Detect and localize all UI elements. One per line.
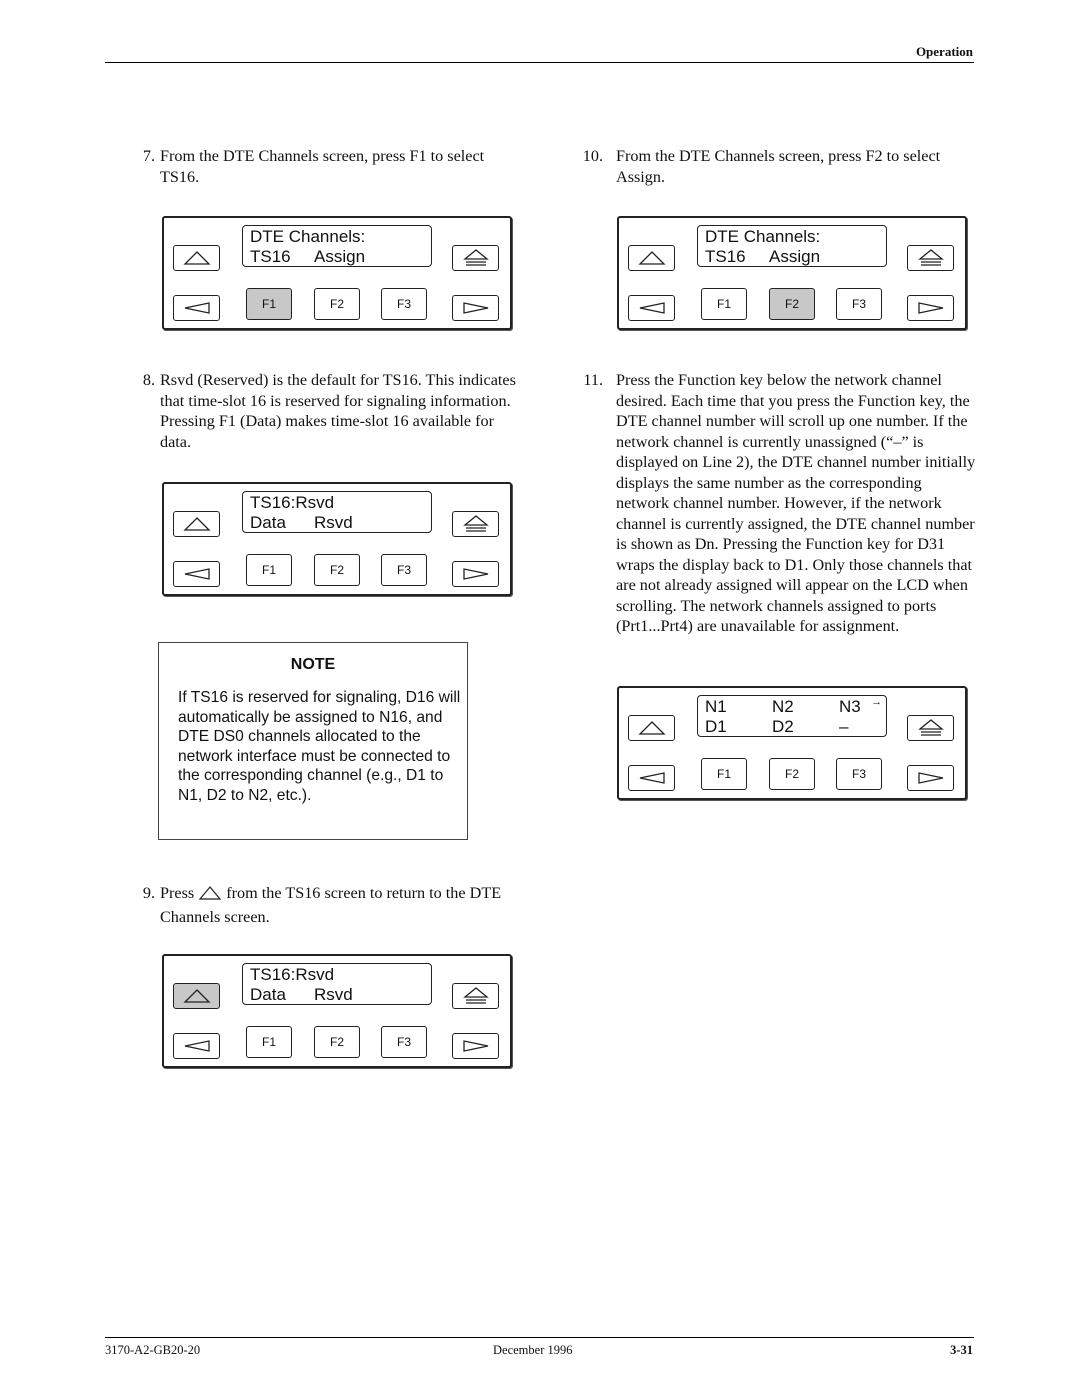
right-triangle-icon [916,301,946,315]
up-triangle-icon [638,250,666,266]
note-title: NOTE [290,656,336,673]
f1-button[interactable]: F1 [246,288,292,320]
up-arrow-key-icon [198,885,222,907]
lcd-line-2-right: Assign [769,246,821,266]
home-up-button[interactable] [907,245,954,271]
lcd-display [697,695,887,737]
left-arrow-button[interactable] [628,765,675,791]
step-number: 10. [582,147,603,165]
double-up-icon [462,514,490,534]
f3-button[interactable]: F3 [381,1026,427,1058]
left-arrow-button[interactable] [173,1033,220,1059]
step-number: 9. [142,884,155,902]
lcd-line-2-left: TS16 [250,246,291,266]
home-up-button[interactable] [452,245,499,271]
lcd-d1: D1 [705,716,727,736]
step-number: 8. [142,371,155,389]
f1-button[interactable]: F1 [701,288,747,320]
lcd-n3: N3 [839,697,861,716]
right-arrow-button[interactable] [452,561,499,587]
running-header: Operation [915,44,973,59]
up-triangle-icon [183,250,211,266]
lcd-n2: N2 [772,697,794,716]
control-panel-channels [617,686,967,800]
control-panel-ts16 [162,482,512,596]
up-triangle-icon [183,988,211,1004]
header-rule [105,62,974,63]
home-up-button[interactable] [452,983,499,1009]
lcd-line-2-right: Rsvd [314,512,353,532]
right-arrow-button[interactable] [452,295,499,321]
right-triangle-icon [461,301,491,315]
f2-button[interactable]: F2 [314,288,360,320]
left-arrow-button[interactable] [628,295,675,321]
step-text: Press the Function key below the network channel desired. Each time that you press the Function key, the DTE channel number will scroll up one number. If the network channel is currently unassigned (“–” is displayed on Line 2), the DTE channel number initially displays the same number as the corresponding network channel number. However, if the network channel is currently assigned, the DTE channel number is shown as Dn. Pressing the Function key for D31 wraps the display back to D1. Only those channels that are not already assigned will appear on the LCD when scrolling. The network channels assigned to ports (Prt1...Prt4) are unavailable for assignment. [616,371,976,635]
up-arrow-button[interactable] [173,511,220,537]
left-triangle-icon [637,771,667,785]
lcd-display [697,225,887,267]
right-triangle-icon [461,567,491,581]
lcd-line-2-right: Assign [314,246,366,266]
f3-button[interactable]: F3 [836,288,882,320]
lcd-n1: N1 [705,697,727,716]
lcd-line-2-right: Rsvd [314,984,353,1004]
f3-button[interactable]: F3 [381,554,427,586]
right-triangle-icon [916,771,946,785]
up-arrow-button[interactable] [628,245,675,271]
f3-button[interactable]: F3 [381,288,427,320]
home-up-button[interactable] [452,511,499,537]
note-box [158,642,468,840]
up-arrow-button[interactable] [628,715,675,741]
lcd-line-1: TS16:Rsvd [250,493,335,512]
lcd-display [242,225,432,267]
document-number: 3170-A2-GB20-20 [105,1343,201,1357]
f1-button[interactable]: F1 [701,758,747,790]
double-up-icon [917,718,945,738]
double-up-icon [462,248,490,268]
lcd-line-1: TS16:Rsvd [250,965,335,984]
footer-rule [105,1337,974,1338]
lcd-display [242,963,432,1005]
double-up-icon [462,986,490,1006]
up-triangle-icon [638,720,666,736]
double-up-icon [917,248,945,268]
page-number: 3-31 [950,1343,973,1357]
right-arrow-button[interactable] [907,765,954,791]
up-arrow-button[interactable] [173,245,220,271]
lcd-unassigned: – [839,716,849,736]
step-text-post: from the TS16 screen to return to the DTE Channels screen. [160,884,502,926]
step-text: Rsvd (Reserved) is the default for TS16. This indicates that time-slot 16 is reserved for signaling information. Pressing F1 (Data) makes time-slot 16 available for data. [160,371,516,451]
control-panel-ts16-up [162,954,512,1068]
lcd-line-1: DTE Channels: [705,227,821,246]
step-text-pre: Press [160,884,195,902]
f1-button[interactable]: F1 [246,554,292,586]
right-triangle-icon [461,1039,491,1053]
step-number: 7. [142,147,155,165]
up-triangle-icon [183,516,211,532]
f1-button[interactable]: F1 [246,1026,292,1058]
lcd-line-1: DTE Channels: [250,227,366,246]
scroll-right-indicator: → [871,696,882,708]
f2-button[interactable]: F2 [314,554,360,586]
left-triangle-icon [182,567,212,581]
right-arrow-button[interactable] [907,295,954,321]
right-arrow-button[interactable] [452,1033,499,1059]
f2-button[interactable]: F2 [769,758,815,790]
left-triangle-icon [637,301,667,315]
lcd-display [242,491,432,533]
control-panel-f2 [617,216,967,330]
left-triangle-icon [182,301,212,315]
note-body: If TS16 is reserved for signaling, D16 will automatically be assigned to N16, and DTE DS0 channels allocated to the network interface must be connected to the corresponding channel (e.g., D1 to N1, D2 to N2, etc.). [178,689,461,804]
lcd-line-2-left: TS16 [705,246,746,266]
step-text: From the DTE Channels screen, press F1 to select TS16. [160,147,485,186]
publication-date: December 1996 [493,1343,573,1357]
home-up-button[interactable] [907,715,954,741]
left-arrow-button[interactable] [173,561,220,587]
control-panel-f1 [162,216,512,330]
lcd-line-2-left: Data [250,984,286,1004]
f2-button[interactable]: F2 [769,288,815,320]
up-arrow-button[interactable] [173,983,220,1009]
f3-button[interactable]: F3 [836,758,882,790]
lcd-line-2-left: Data [250,512,286,532]
step-text: From the DTE Channels screen, press F2 to select Assign. [616,147,941,186]
step-number: 11. [583,371,603,389]
left-arrow-button[interactable] [173,295,220,321]
lcd-d2: D2 [772,716,794,736]
left-triangle-icon [182,1039,212,1053]
f2-button[interactable]: F2 [314,1026,360,1058]
